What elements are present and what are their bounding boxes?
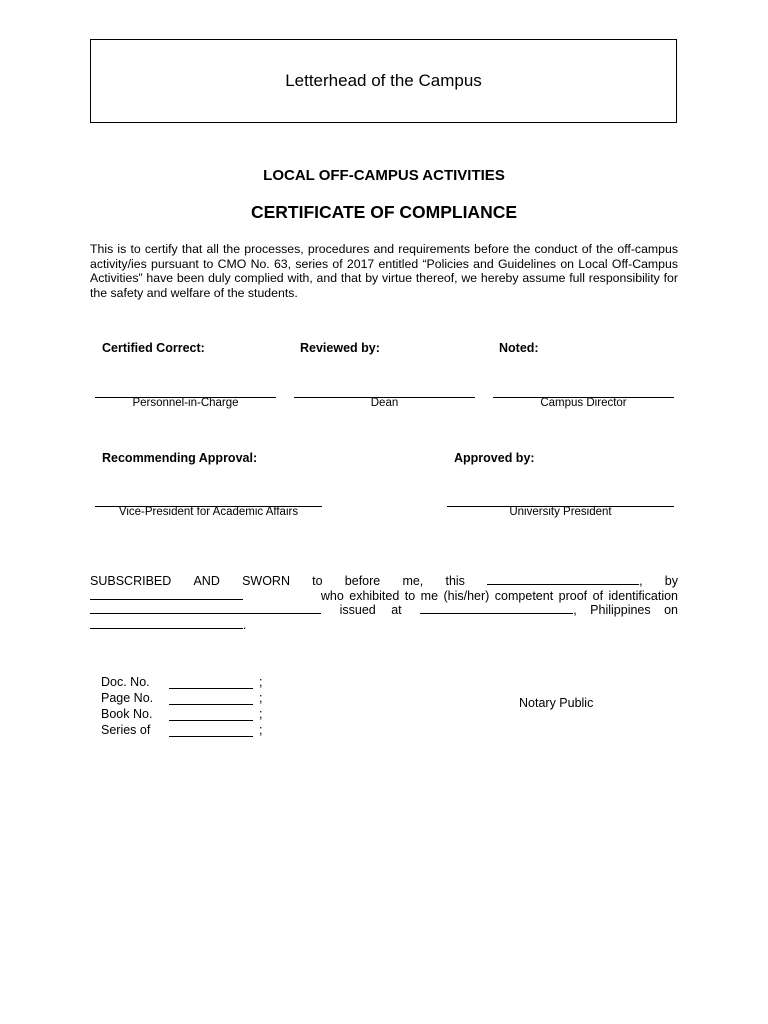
jurat-text: , Philippines on xyxy=(573,603,678,617)
notary-public-label: Notary Public xyxy=(519,696,594,710)
place-blank xyxy=(420,603,573,614)
jurat-word: to xyxy=(312,574,323,588)
jurat-period: . xyxy=(243,617,247,632)
place-blank-group xyxy=(420,603,678,618)
jurat-line-4 xyxy=(90,618,678,633)
jurat-word: by xyxy=(664,574,678,588)
notary-field-label: Page No. xyxy=(101,691,154,705)
campus-director-caption: Campus Director xyxy=(540,397,627,409)
date-blank xyxy=(487,574,639,585)
certification-paragraph: This is to certify that all the processes, procedures and requirements before the conduct of the off-campus activity/ies pursuant to CMO No. 63, series of 2017 entitled “Policies and Guidelines on Local Off-Campus Activities” have been duly complied with, and that by virtue thereof, we hereby assume full responsibility for the safety and welfare of the students. xyxy=(90,242,678,300)
jurat-text: who exhibited to me (his/her) competent proof of identification xyxy=(320,588,678,603)
date-blank-group xyxy=(487,574,642,589)
letterhead-box xyxy=(90,39,677,123)
issue-date-blank xyxy=(90,618,243,629)
notary-field-row xyxy=(101,721,269,737)
notary-field-sep: ; xyxy=(259,723,263,737)
approved-by-label: Approved by: xyxy=(454,451,535,465)
notary-field-row xyxy=(101,673,269,689)
notary-field-row xyxy=(101,705,269,721)
jurat-text: issued at xyxy=(339,603,402,617)
dean-caption: Dean xyxy=(370,397,399,409)
jurat-word: before xyxy=(344,574,381,588)
notary-field-blank xyxy=(169,678,253,689)
notary-field-sep: ; xyxy=(259,675,263,689)
notary-field-row xyxy=(101,689,269,705)
jurat-line-3 xyxy=(90,603,678,618)
jurat-word: SWORN xyxy=(242,574,290,588)
jurat-word: this xyxy=(445,574,465,588)
id-blank xyxy=(90,603,321,614)
vpaa-caption: Vice-President for Academic Affairs xyxy=(118,506,299,518)
letterhead-text: Letterhead of the Campus xyxy=(285,71,482,90)
jurat-word: SUBSCRIBED xyxy=(90,574,172,588)
president-caption: University President xyxy=(509,506,612,518)
jurat-word: me, xyxy=(402,574,424,588)
noted-label: Noted: xyxy=(499,341,539,355)
document-title: CERTIFICATE OF COMPLIANCE xyxy=(250,202,518,222)
notary-field-sep: ; xyxy=(259,691,263,705)
jurat-word: AND xyxy=(193,574,220,588)
personnel-caption: Personnel-in-Charge xyxy=(132,397,239,409)
jurat-line-1 xyxy=(90,574,678,589)
reviewed-by-label: Reviewed by: xyxy=(300,341,380,355)
document-subtitle: LOCAL OFF-CAMPUS ACTIVITIES xyxy=(263,167,505,184)
affiant-name-blank xyxy=(90,589,243,600)
jurat-line-2 xyxy=(90,589,678,604)
notary-register-fields xyxy=(101,673,269,737)
notary-field-blank xyxy=(169,710,253,721)
jurat-paragraph xyxy=(90,574,678,632)
jurat-comma: , xyxy=(639,574,643,588)
notary-field-blank xyxy=(169,726,253,737)
notary-field-label: Doc. No. xyxy=(101,675,150,689)
notary-field-label: Book No. xyxy=(101,707,153,721)
certified-correct-label: Certified Correct: xyxy=(102,341,205,355)
notary-field-label: Series of xyxy=(101,723,151,737)
notary-field-sep: ; xyxy=(259,707,263,721)
recommending-approval-label: Recommending Approval: xyxy=(102,451,258,465)
notary-field-blank xyxy=(169,694,253,705)
